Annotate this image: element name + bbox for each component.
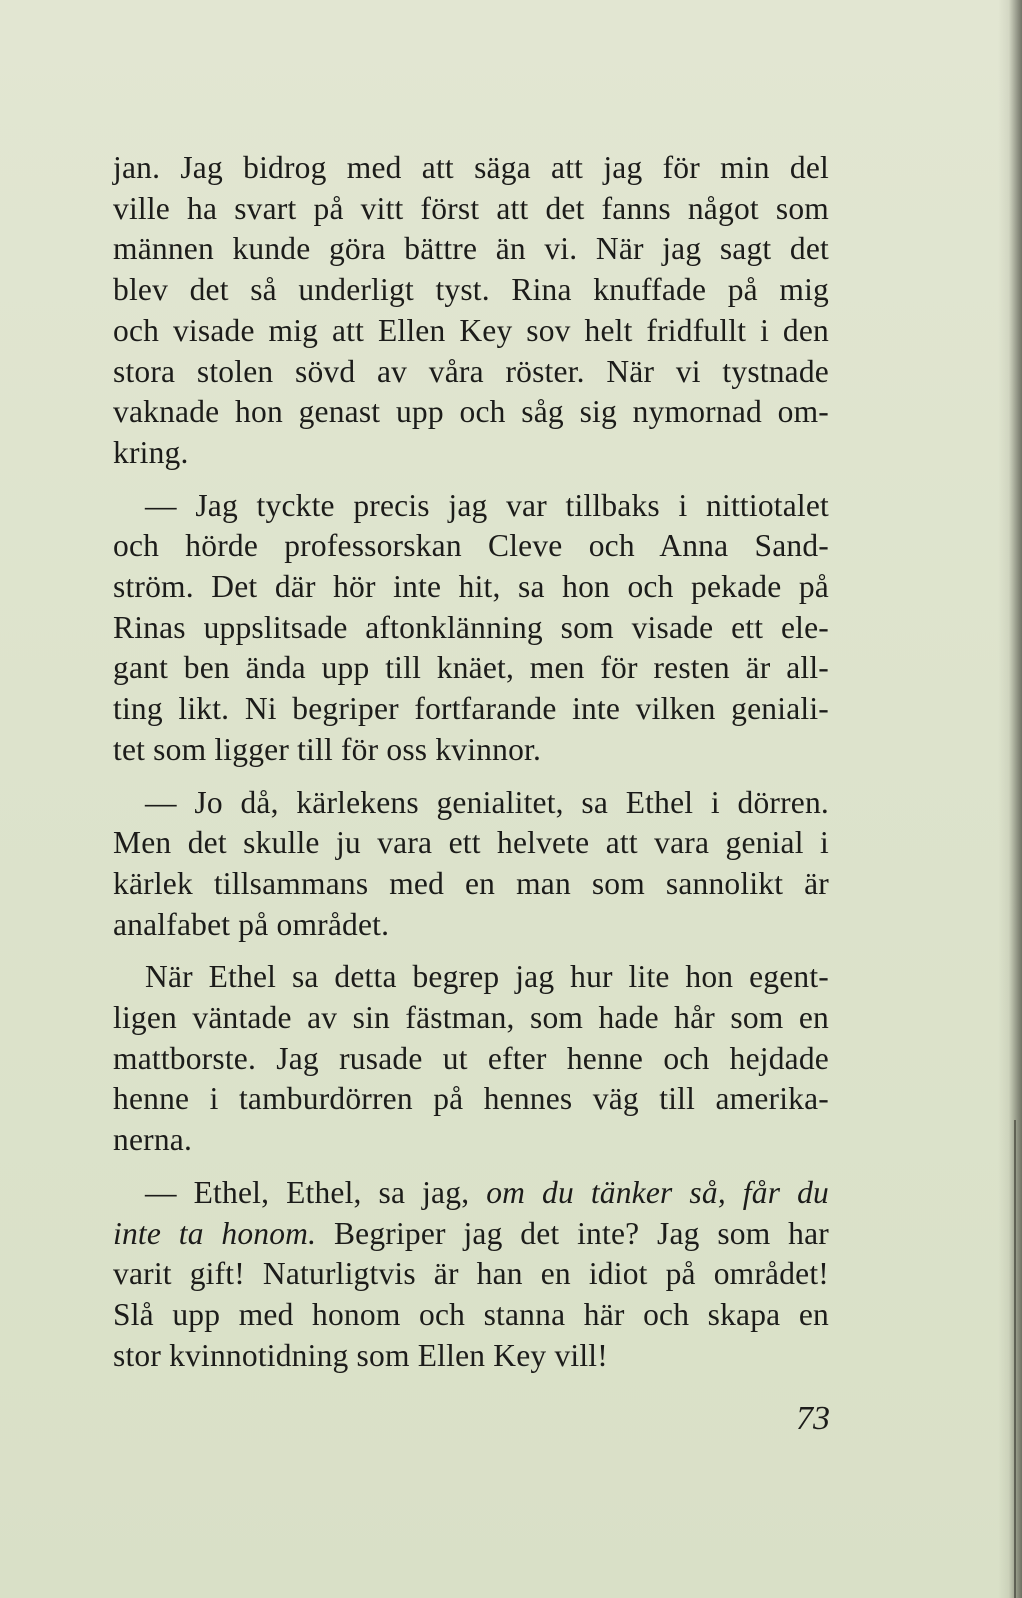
text-run: Begriper jag det inte? Jag som har [316,1215,829,1251]
italic-text-run: inte ta honom. [113,1215,317,1251]
text-line [113,1173,829,1214]
text-line: kärlek tillsammans med en man som sannolikt är [113,865,829,901]
text-line: männen kunde göra bättre än vi. När jag sagt det [113,231,829,267]
text-line: ville ha svart på vitt först att det fanns något som [113,190,829,226]
page-edge-line [1014,1120,1016,1598]
paragraph-5 [113,1173,829,1377]
paragraph-4 [113,957,829,1161]
text-line: Rinas uppslitsade aftonklänning som visade ett ele- [113,609,829,645]
text-line: vaknade hon genast upp och såg sig nymornad om- [113,394,829,430]
text-line: och visade mig att Ellen Key sov helt fridfullt i den [113,312,829,348]
paragraph-1 [113,148,829,474]
text-line: gant ben ända upp till knäet, men för resten är all- [113,650,829,686]
text-line: analfabet på området. [113,906,390,942]
body-text [113,148,829,1376]
text-run: — Ethel, Ethel, sa jag, [145,1174,487,1210]
text-line: När Ethel sa detta begrep jag hur lite hon egent- [145,959,829,995]
paragraph-3 [113,783,829,946]
text-line: kring. [113,434,189,470]
text-line: — Jo då, kärlekens genialitet, sa Ethel i dörren. [145,784,829,820]
text-line: varit gift! Naturligtvis är han en idiot på området! [113,1256,829,1292]
text-line: blev det så underligt tyst. Rina knuffade på mig [113,272,829,308]
text-line: ting likt. Ni begriper fortfarande inte vilken geniali- [113,691,829,727]
text-line: ligen väntade av sin fästman, som hade hår som en [113,1000,829,1036]
paragraph-2 [113,486,829,771]
text-line [113,1214,829,1255]
page-edge-shadow [998,0,1022,1598]
text-line: stora stolen sövd av våra röster. När vi tystnade [113,353,829,389]
text-line: ström. Det där hör inte hit, sa hon och pekade på [113,569,829,605]
text-line: jan. Jag bidrog med att säga att jag för min del [113,150,829,185]
text-line: tet som ligger till för oss kvinnor. [113,731,542,767]
text-line: Slå upp med honom och stanna här och skapa en [113,1296,829,1332]
text-line: henne i tamburdörren på hennes väg till amerika- [113,1081,829,1117]
italic-text-run: om du tänker så, får du [486,1174,829,1210]
text-line: mattborste. Jag rusade ut efter henne och hejdade [113,1040,829,1076]
text-line: stor kvinnotidning som Ellen Key vill! [113,1337,608,1373]
text-line: Men det skulle ju vara ett helvete att vara genial i [113,825,829,861]
text-line: nerna. [113,1122,193,1158]
page-number: 73 [796,1400,830,1437]
text-line: — Jag tyckte precis jag var tillbaks i nittiotalet [145,487,829,523]
text-line: och hörde professorskan Cleve och Anna Sand- [113,528,829,564]
